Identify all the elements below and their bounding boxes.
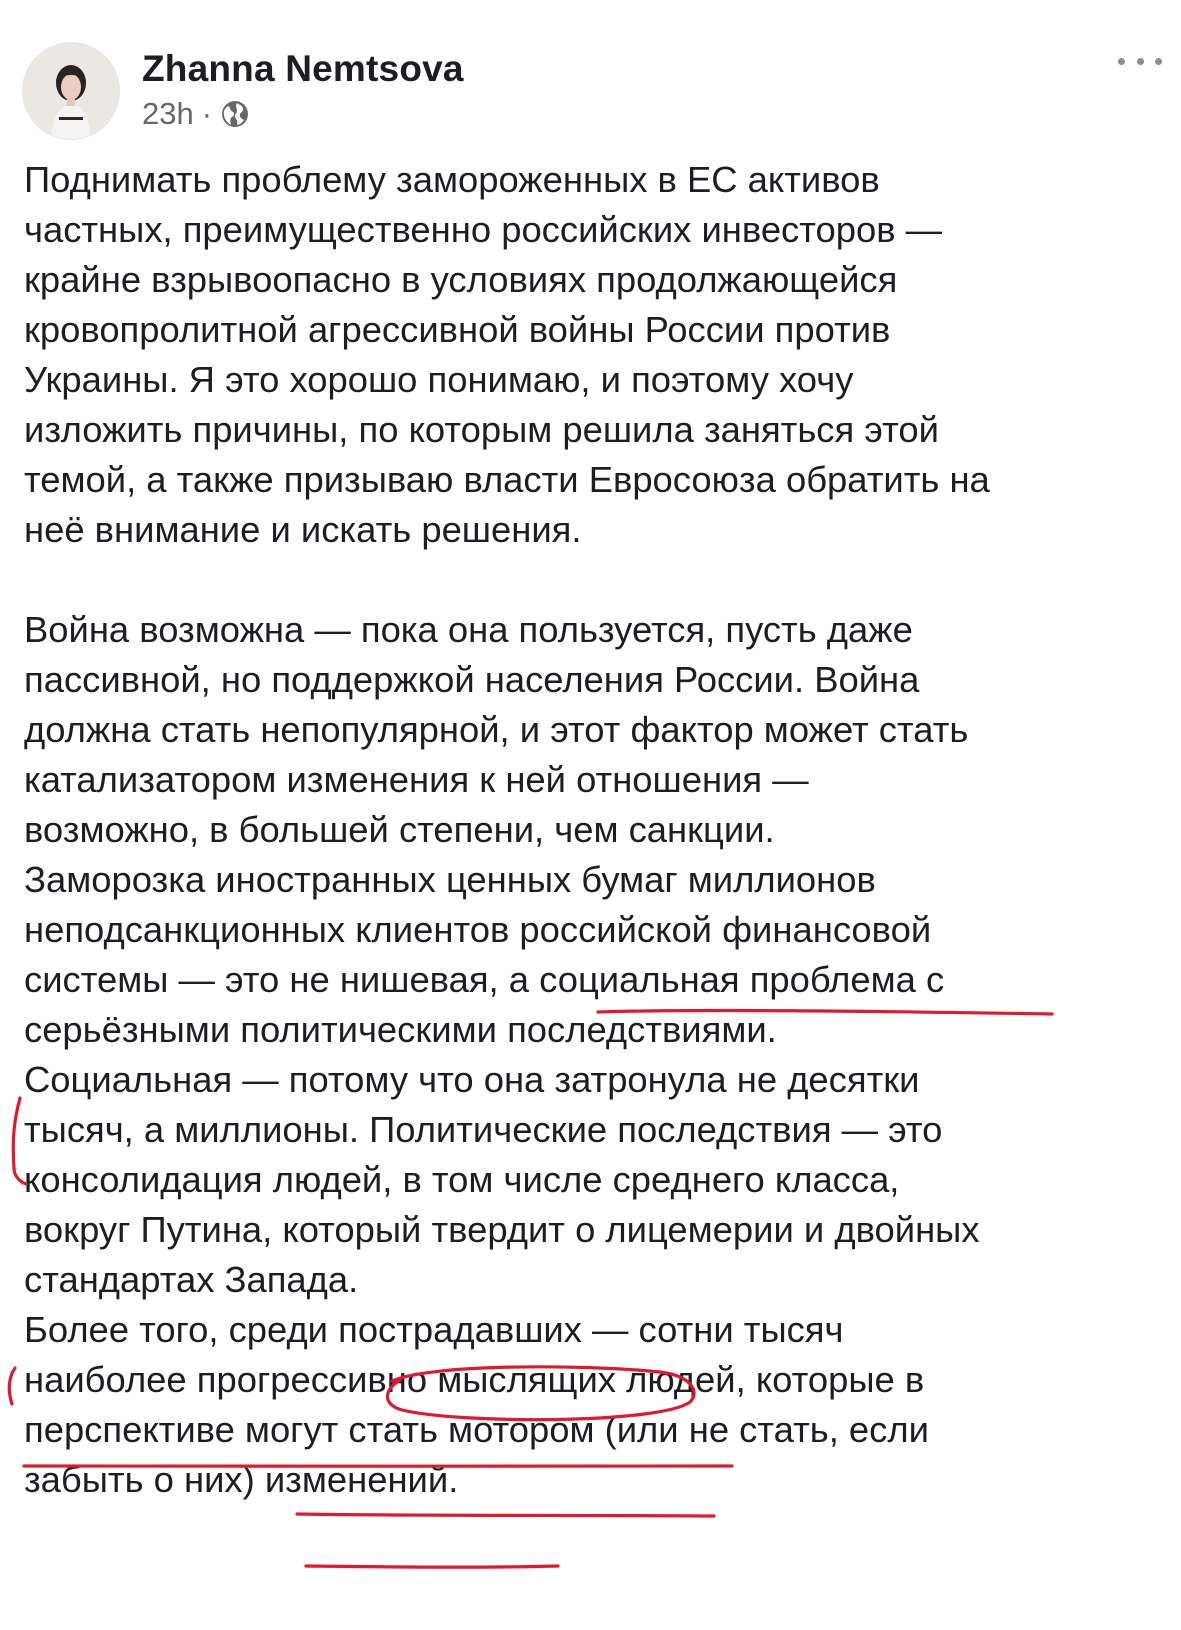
- ellipsis-icon-dot: [1155, 58, 1162, 65]
- text-line: темой, а также призываю власти Евросоюза обратить на: [24, 459, 990, 500]
- text-line: пассивной, но поддержкой населения России. Война: [24, 659, 920, 700]
- text-line: забыть о них) изменений.: [24, 1459, 459, 1500]
- ellipsis-icon-dot: [1137, 58, 1144, 65]
- avatar-photo: [23, 43, 119, 139]
- text-line: Более того, среди пострадавших — сотни тысяч: [24, 1309, 844, 1350]
- text-line: серьёзными политическими последствиями.: [24, 1009, 777, 1050]
- text-line: кровопролитной агрессивной войны России против: [24, 309, 891, 350]
- text-line: перспективе могут стать мотором (или не стать, если: [24, 1409, 929, 1450]
- post-header: [22, 42, 1162, 142]
- text-line: системы — это не нишевая, а социальная проблема с: [24, 959, 945, 1000]
- text-line: частных, преимущественно российских инвесторов —: [24, 209, 943, 250]
- text-line: неподсанкционных клиентов российской финансовой: [24, 909, 932, 950]
- text-line: катализатором изменения к ней отношения —: [24, 759, 809, 800]
- text-line: Социальная — потому что она затронула не десятки: [24, 1059, 920, 1100]
- underline-changes: [306, 1566, 558, 1567]
- ellipsis-icon-dot: [1118, 58, 1125, 65]
- text-line: Заморозка иностранных ценных бумаг миллионов: [24, 859, 876, 900]
- text-line: вокруг Путина, который твердит о лицемерии и двойных: [24, 1209, 980, 1250]
- text-line: неё внимание и искать решения.: [24, 509, 582, 550]
- post-text: [24, 155, 1174, 1505]
- meta-separator: ·: [201, 96, 213, 131]
- text-line: стандартах Запада.: [24, 1259, 359, 1300]
- text-line: Поднимать проблему замороженных в ЕС активов: [24, 159, 880, 200]
- underline-motor: [297, 1514, 714, 1516]
- author-name[interactable]: Zhanna Nemtsova: [142, 48, 464, 89]
- text-line: крайне взрывоопасно в условиях продолжающейся: [24, 259, 898, 300]
- text-line: возможно, в большей степени, чем санкции.: [24, 809, 775, 850]
- text-line: наиболее прогрессивно мыслящих людей, которые в: [24, 1359, 925, 1400]
- globe-icon[interactable]: [220, 99, 250, 129]
- text-line: должна стать непопулярной, и этот фактор может стать: [24, 709, 969, 750]
- post-meta: [142, 94, 250, 134]
- more-options-button[interactable]: [1118, 46, 1162, 76]
- bracket-more-than: [9, 1368, 15, 1404]
- text-line: изложить причины, по которым решила заняться этой: [24, 409, 939, 450]
- text-line: консолидация людей, в том числе среднего класса,: [24, 1159, 900, 1200]
- text-line: Украины. Я это хорошо понимаю, и поэтому хочу: [24, 359, 854, 400]
- post-timestamp[interactable]: 23h: [142, 96, 194, 131]
- avatar[interactable]: [22, 42, 120, 140]
- text-line: тысяч, а миллионы. Политические последствия — это: [24, 1109, 943, 1150]
- paragraph-gap: [24, 555, 1174, 605]
- text-line: Война возможна — пока она пользуется, пусть даже: [24, 609, 913, 650]
